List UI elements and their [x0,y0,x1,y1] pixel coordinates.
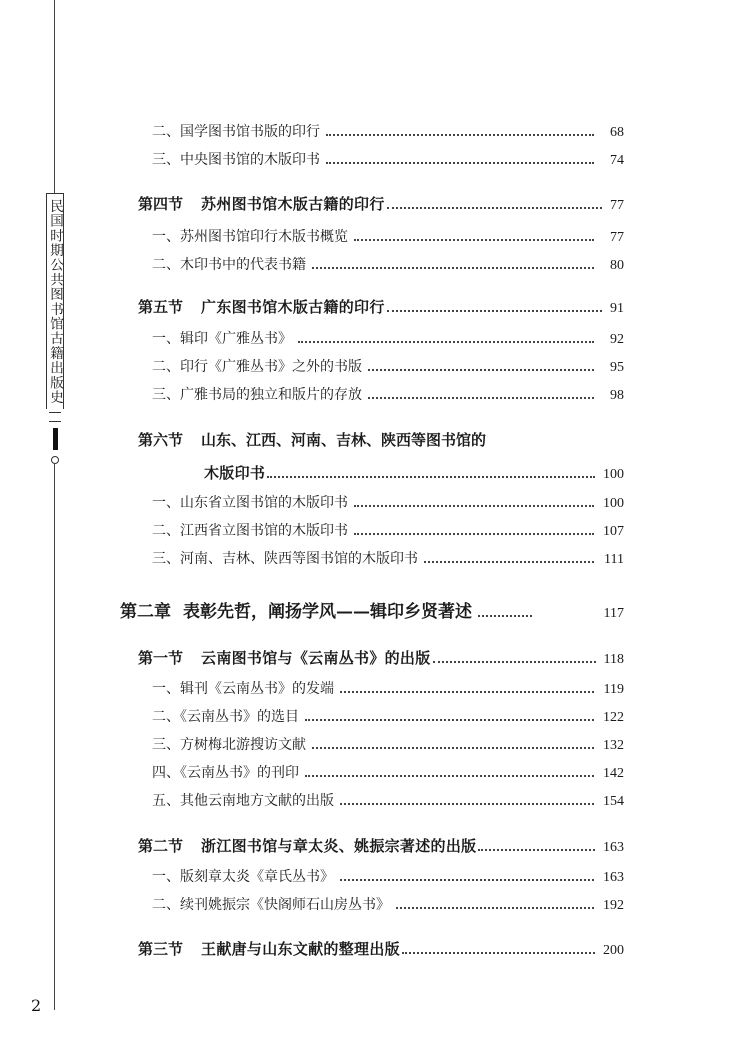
toc-entry[interactable] [152,328,624,348]
toc-entry-title: 三、河南、吉林、陕西等图书馆的木版印书 [152,551,418,567]
toc-entry-page: 95 [610,360,624,375]
page-number: 2 [31,996,42,1015]
section-title: 广东图书馆木版古籍的印行 [201,298,385,316]
toc-entry[interactable] [152,356,624,376]
toc-entry-page: 111 [604,552,624,567]
toc-entry[interactable] [152,790,624,810]
section-number: 第一节 [138,649,184,667]
toc-entry[interactable] [152,121,624,141]
toc-entry-page: 142 [603,766,624,781]
toc-entry-title: 四、《云南丛书》的刊印 [152,765,299,781]
toc-section-6-heading[interactable] [138,429,486,450]
dot-leader [305,711,594,721]
ornament-bar [53,428,58,450]
toc-entry-title: 一、版刻章太炎《章氏丛书》 [152,869,334,885]
toc-entry-title: 二、印行《广雅丛书》之外的书版 [152,359,362,375]
section-title: 山东、江西、河南、吉林、陕西等图书馆的 [201,431,487,449]
section-page: 200 [603,943,624,958]
dot-leader [354,497,594,507]
ornament-dot [51,456,59,464]
toc-entry-page: 92 [610,332,624,347]
dot-leader [424,553,594,563]
dot-leader [354,231,594,241]
section-number: 第六节 [138,431,184,449]
toc-entry[interactable] [152,734,624,754]
dot-leader [368,389,594,399]
toc-ch2-section-1[interactable] [138,647,624,669]
toc-entry-title: 五、其他云南地方文献的出版 [152,793,334,809]
toc-entry-page: 98 [610,388,624,403]
chapter-number: 第二章 [120,602,171,622]
toc-entry-title: 一、辑印《广雅丛书》 [152,331,292,347]
section-page: 118 [603,652,624,667]
toc-entry-title: 二、《云南丛书》的选目 [152,709,299,725]
toc-section-4[interactable] [138,193,624,215]
dot-leader [368,361,594,371]
toc-entry-title: 二、木印书中的代表书籍 [152,257,306,273]
dot-leader [387,199,602,209]
ornament-lines [49,412,61,422]
toc-entry[interactable] [152,894,624,914]
toc-entry-title: 三、广雅书局的独立和版片的存放 [152,387,362,403]
section-title: 苏州图书馆木版古籍的印行 [201,195,385,213]
dot-leader [312,739,594,749]
toc-entry-page: 163 [603,870,624,885]
toc-entry-page: 74 [610,153,624,168]
dot-leader [396,899,594,909]
section-title: 王献唐与山东文献的整理出版 [201,940,400,958]
section-title-continued: 木版印书 [204,464,266,482]
dot-leader [433,653,596,663]
section-number: 第四节 [138,195,184,213]
dot-leader [478,841,595,851]
section-title: 云南图书馆与《云南丛书》的出版 [201,649,431,667]
side-title-box [46,193,64,410]
section-number: 第二节 [138,837,184,855]
dot-leader [340,871,594,881]
dot-leader [326,154,594,164]
toc-ch2-section-3[interactable] [138,938,624,960]
dot-leader [340,795,594,805]
toc-entry-page: 100 [603,496,624,511]
toc-entry[interactable] [152,548,624,568]
section-page: 91 [610,301,624,316]
toc-chapter-2[interactable] [120,597,624,621]
dot-leader [478,606,532,617]
toc-entry-title: 一、山东省立图书馆的木版印书 [152,495,348,511]
section-page: 163 [603,840,624,855]
toc-entry-title: 一、辑刊《云南丛书》的发端 [152,681,334,697]
toc-entry-title: 二、续刊姚振宗《快阁师石山房丛书》 [152,897,390,913]
toc-entry-page: 80 [610,258,624,273]
toc-entry[interactable] [152,226,624,246]
toc-entry-title: 二、国学图书馆书版的印行 [152,124,320,140]
toc-entry[interactable] [152,492,624,512]
side-rule [54,0,55,1010]
side-ornament [46,409,64,464]
toc-entry-page: 132 [603,738,624,753]
dot-leader [402,944,595,954]
section-number: 第五节 [138,298,184,316]
chapter-title: 表彰先哲，阐扬学风——辑印乡贤著述 [183,602,472,622]
toc-entry-title: 三、中央图书馆的木版印书 [152,152,320,168]
toc-entry-title: 三、方树梅北游搜访文献 [152,737,306,753]
section-title: 浙江图书馆与章太炎、姚振宗著述的出版 [201,837,477,855]
section-number: 第三节 [138,940,184,958]
toc-entry[interactable] [152,149,624,169]
dot-leader [387,302,602,312]
section-page: 100 [603,467,624,482]
dot-leader [326,126,594,136]
dot-leader [312,259,594,269]
toc-entry-page: 154 [603,794,624,809]
dot-leader [305,767,594,777]
toc-section-5[interactable] [138,296,624,318]
toc-entry-title: 一、苏州图书馆印行木版书概览 [152,229,348,245]
toc-entry-page: 192 [603,898,624,913]
toc-entry[interactable] [152,678,624,698]
toc-entry[interactable] [152,866,624,886]
dot-leader [298,333,594,343]
toc-entry[interactable] [152,706,624,726]
toc-entry-page: 119 [603,682,624,697]
toc-entry-page: 107 [603,524,624,539]
toc-ch2-section-2[interactable] [138,835,624,857]
toc-entry-page: 122 [603,710,624,725]
toc-entry[interactable] [152,762,624,782]
side-title: 民国时期公共图书馆古籍出版史 [47,198,63,405]
toc-entry-page: 68 [610,125,624,140]
toc-entry[interactable] [152,384,624,404]
toc-entry-title: 二、江西省立图书馆的木版印书 [152,523,348,539]
dot-leader [267,468,595,478]
section-page: 77 [610,198,624,213]
dot-leader [354,525,594,535]
toc-entry[interactable] [152,254,624,274]
toc-entry[interactable] [152,520,624,540]
toc-section-6[interactable] [204,462,624,484]
chapter-page: 117 [603,606,624,621]
dot-leader [340,683,594,693]
toc-entry-page: 77 [610,230,624,245]
